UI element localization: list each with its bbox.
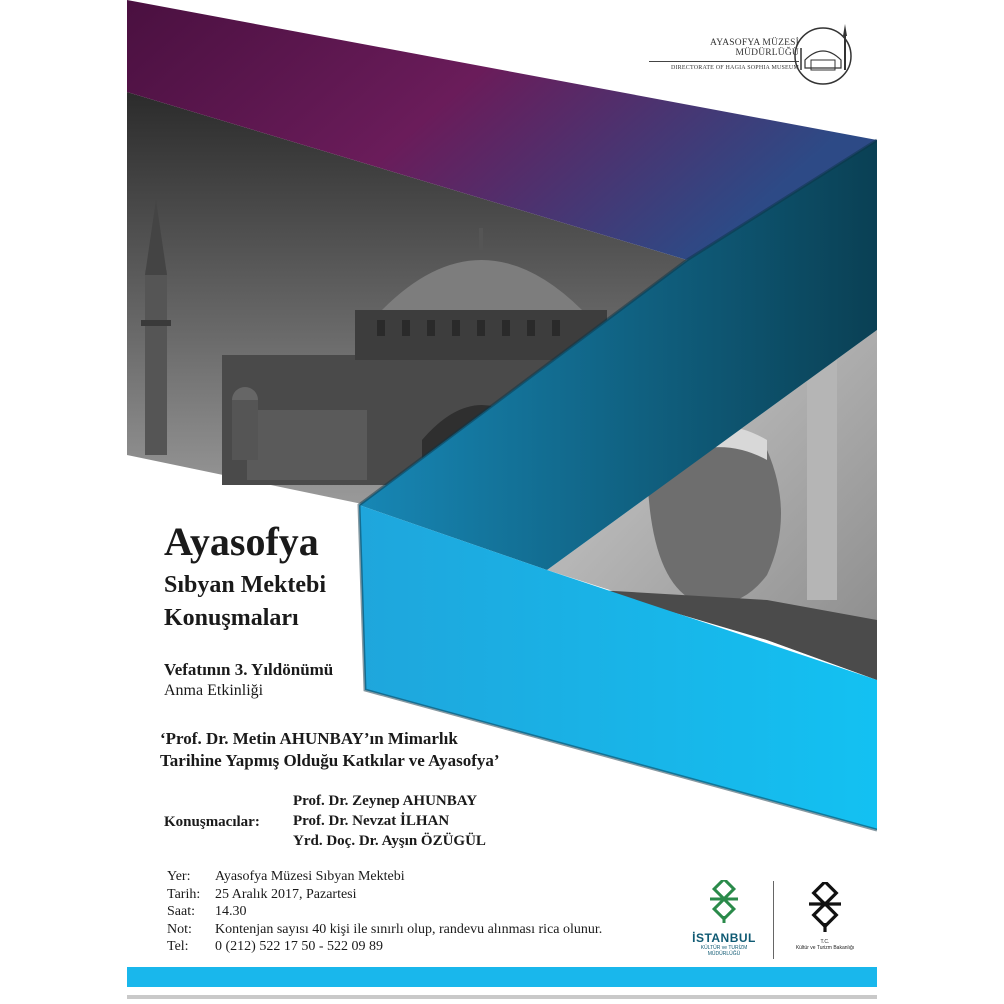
- talk-title-line-1: ‘Prof. Dr. Metin AHUNBAY’ın Mimarlık: [160, 729, 458, 748]
- detail-value: Ayasofya Müzesi Sıbyan Mektebi: [215, 869, 405, 884]
- detail-value: 14.30: [215, 904, 247, 920]
- detail-value: 0 (212) 522 17 50 - 522 09 89: [215, 939, 383, 955]
- logo-istanbul-line3: MÜDÜRLÜĞÜ: [707, 951, 741, 957]
- footer-blue-bar: [127, 967, 877, 987]
- detail-label: Tarih:: [167, 886, 201, 902]
- detail-value: Kontenjan sayısı 40 kişi ile sınırlı olup, randevu alınması rica olunur.: [215, 921, 603, 937]
- detail-label: Yer:: [167, 869, 191, 884]
- minaret-shape: [145, 270, 167, 455]
- istanbul-culture-logo: [679, 880, 769, 957]
- subtitle-line-2: Konuşmaları: [164, 605, 299, 631]
- ministry-knot-icon: [805, 882, 845, 934]
- logo-istanbul-line2: KÜLTÜR ve TURİZM: [700, 945, 748, 951]
- speakers-label: Konuşmacılar:: [164, 814, 260, 830]
- detail-value: 25 Aralık 2017, Pazartesi: [215, 886, 357, 902]
- museum-name-tr: AYASOFYA MÜZESİ MÜDÜRLÜĞÜ: [649, 38, 799, 62]
- ministry-name: Kültür ve Turizm Bakanlığı: [795, 945, 855, 951]
- anniversary-heading: Vefatının 3. Yıldönümü: [164, 660, 334, 679]
- talk-title-line-2: Tarihine Yapmış Olduğu Katkılar ve Ayasofya’: [160, 751, 500, 770]
- museum-name-en: DIRECTORATE OF HAGIA SOPHIA MUSEUM: [670, 65, 799, 71]
- anniversary-subheading: Anma Etkinliği: [164, 682, 264, 699]
- detail-label: Tel:: [167, 939, 189, 955]
- poster: [127, 0, 877, 1004]
- logo-istanbul-name: İSTANBUL: [692, 931, 756, 945]
- knot-emblem-icon: [704, 880, 744, 924]
- ministry-tc: T.C.: [820, 939, 830, 945]
- detail-label: Saat:: [167, 904, 195, 920]
- speaker-name: Yrd. Doç. Dr. Ayşın ÖZÜGÜL: [293, 833, 486, 849]
- detail-label: Not:: [167, 921, 192, 937]
- subtitle-line-1: Sıbyan Mektebi: [164, 572, 327, 598]
- footer-grey-line: [127, 995, 877, 999]
- speaker-name: Prof. Dr. Zeynep AHUNBAY: [293, 793, 478, 809]
- logo-divider: [773, 881, 774, 959]
- poster-artwork: [127, 0, 877, 1004]
- speaker-name: Prof. Dr. Nevzat İLHAN: [293, 813, 450, 829]
- museum-header: [649, 38, 799, 71]
- ministry-logo: [791, 882, 859, 951]
- poster-title: Ayasofya: [164, 519, 319, 564]
- hagia-sophia-seal-icon: [791, 20, 859, 88]
